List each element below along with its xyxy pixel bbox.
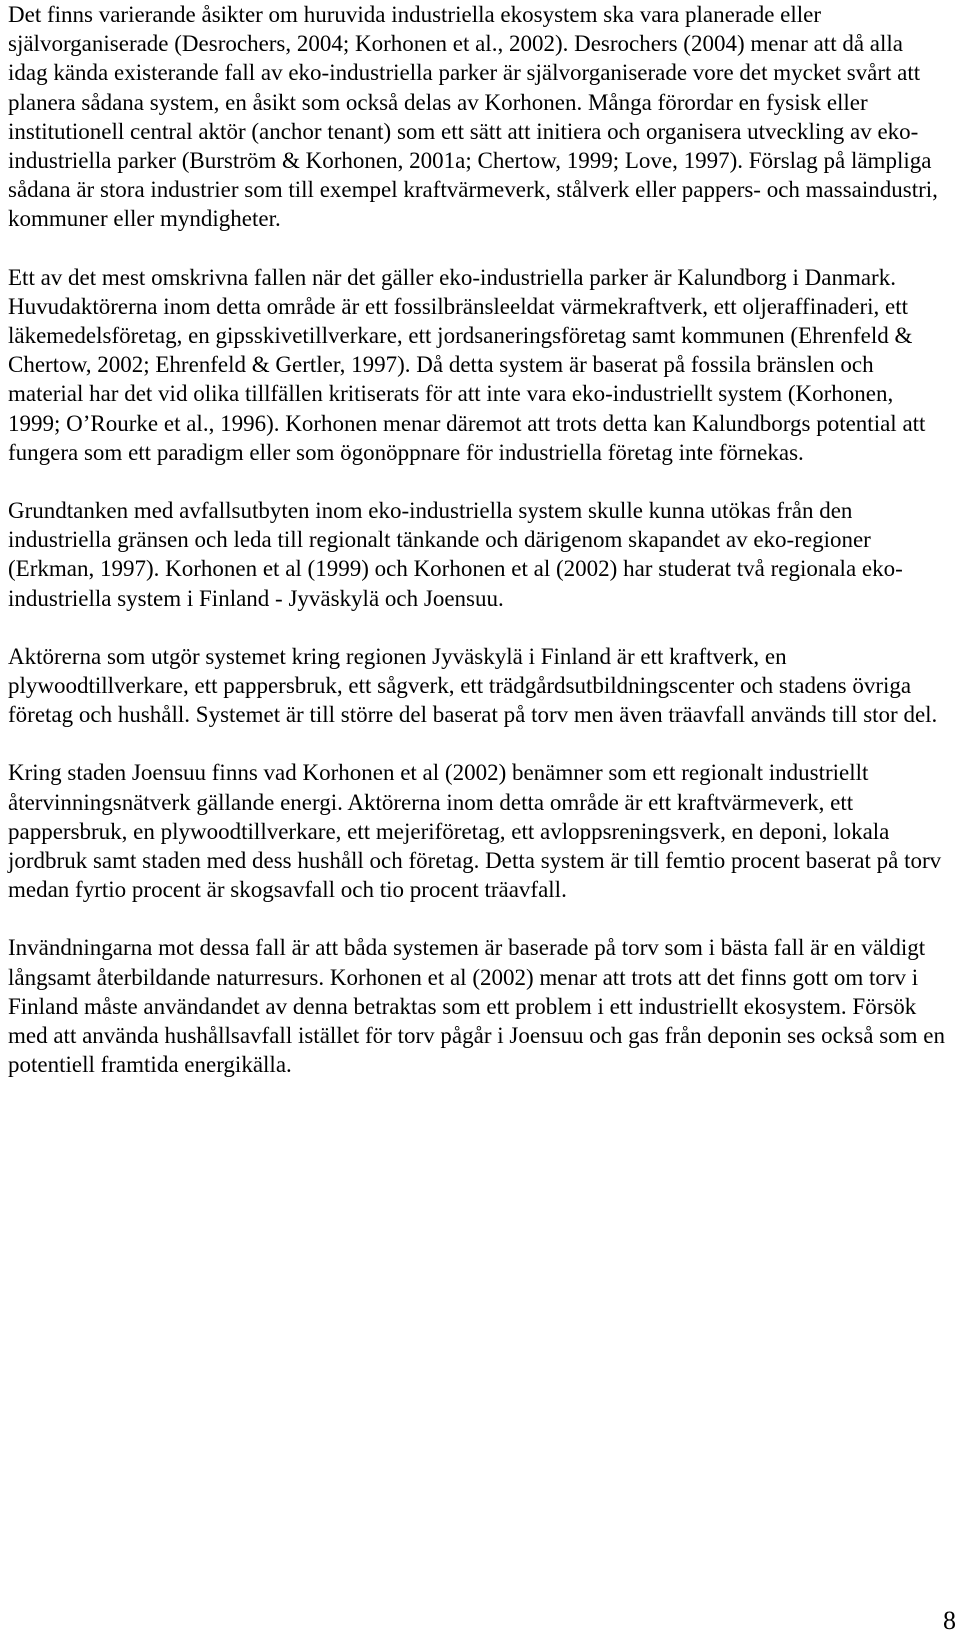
paragraph-jyvaskyla: Aktörerna som utgör systemet kring regionen Jyväskylä i Finland är ett kraftverk, en plywoodtillverkare, ett pappersbruk, ett sågverk, ett trädgårdsutbildningscenter och stadens övriga företag och hushåll. Systemet är till större del baserat på torv men även träavfall används till stor del. [8,643,938,728]
paragraph-objections: Invändningarna mot dessa fall är att båda systemen är baserade på torv som i bästa fall är en väldigt långsamt återbildande naturresurs. Korhonen et al (2002) menar att trots att det finns gott om torv i Finland måste användandet av denna betraktas som ett problem i ett industriellt ekosystem. Försök med att använda hushållsavfall istället för torv pågår i Joensuu och gas från deponin ses också som en potentiell framtida energikälla. [8,935,945,1078]
paragraph-kalundborg: Ett av det mest omskrivna fallen när det gäller eko-industriella parker är Kalundborg i Danmark. Huvudaktörerna inom detta område är ett fossilbränsleeldat värmekraftverk, ett oljeraffinaderi, ett läkemedelsföretag, en gipsskivetillverkare, ett jordsaneringsföretag samt kommunen (Ehrenfeld & Chertow, 2002; Ehrenfeld & Gertler, 1997). Då detta system är baserat på fossila bränslen och material har det vid olika tillfällen kritiserats för att inte vara eko-industriellt system (Korhonen, 1999; O’Rourke et al., 1996). Korhonen menar däremot att trots detta kan Kalundborgs potential att fungera som ett paradigm eller som ögonöppnare för industriella företag inte förnekas. [8,264,926,465]
paragraph-eco-regions: Grundtanken med avfallsutbyten inom eko-industriella system skulle kunna utökas från den industriella gränsen och leda till regionalt tänkande och därigenom skapandet av eko-regioner (Erkman, 1997). Korhonen et al (1999) och Korhonen et al (2002) har studerat två regionala eko-industriella system i Finland - Jyväskylä och Joensuu. [8,498,903,611]
document-page [8,0,946,1080]
page-number: 8 [943,1606,956,1635]
paragraph-joensuu: Kring staden Joensuu finns vad Korhonen et al (2002) benämner som ett regionalt industriellt återvinningsnätverk gällande energi. Aktörerna inom detta område är ett kraftvärmeverk, ett pappersbruk, en plywoodtillverkare, ett mejeriföretag, ett avloppsreningsverk, en deponi, lokala jordbruk samt staden med dess hushåll och företag. Detta system är till femtio procent baserat på torv medan fyrtio procent är skogsavfall och tio procent träavfall. [8,760,942,903]
paragraph-self-organization: Det finns varierande åsikter om huruvida industriella ekosystem ska vara planerade eller självorganiserade (Desrochers, 2004; Korhonen et al., 2002). Desrochers (2004) menar att då alla idag kända existerande fall av eko-industriella parker är självorganiserade vore det mycket svårt att planera sådana system, en åsikt som också delas av Korhonen. Många förordar en fysisk eller institutionell central aktör (anchor tenant) som ett sätt att initiera och organisera utveckling av eko-industriella parker (Burström & Korhonen, 2001a; Chertow, 1999; Love, 1997). Förslag på lämpliga sådana är stora industrier som till exempel kraftvärmeverk, stålverk eller pappers- och massaindustri, kommuner eller myndigheter. [8,2,938,232]
